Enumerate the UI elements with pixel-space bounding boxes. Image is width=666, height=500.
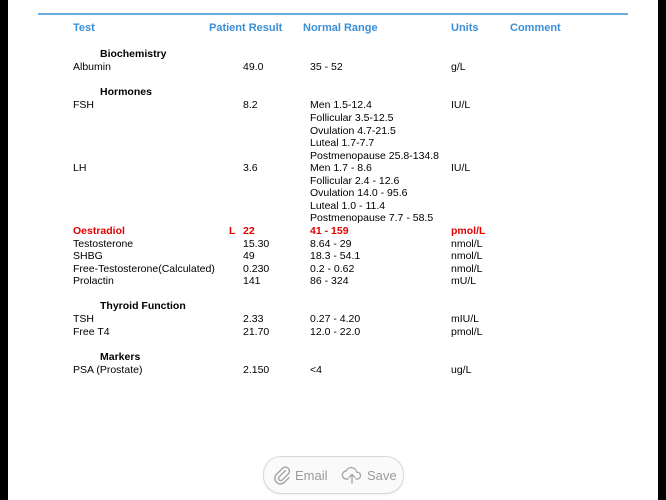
test-name-lh: LH — [73, 162, 87, 174]
range-lh-men: Men 1.7 - 8.6 — [310, 162, 372, 174]
col-header-patient-result: Patient Result — [209, 22, 283, 34]
header-rule — [38, 13, 628, 15]
test-name-tsh: TSH — [73, 313, 94, 325]
test-name-oestradiol: Oestradiol — [73, 225, 125, 237]
units-psa: ug/L — [451, 364, 472, 376]
paperclip-icon — [273, 465, 291, 485]
units-free-testosterone: nmol/L — [451, 262, 483, 275]
range-lh-postmenopause: Postmenopause 7.7 - 58.5 — [310, 212, 434, 224]
units-tsh: mIU/L — [451, 313, 480, 325]
email-button[interactable] — [273, 465, 328, 485]
range-albumin: 35 - 52 — [310, 61, 343, 73]
result-albumin: 49.0 — [243, 61, 264, 73]
result-tsh: 2.33 — [243, 313, 264, 325]
range-shbg: 18.3 - 54.1 — [310, 250, 361, 262]
result-lh: 3.6 — [243, 162, 258, 174]
range-psa: <4 — [310, 364, 322, 376]
section-title-thyroid: Thyroid Function — [100, 300, 186, 312]
test-name-prolactin: Prolactin — [73, 275, 114, 287]
units-oestradiol: pmol/L — [451, 225, 486, 237]
result-fsh: 8.2 — [243, 99, 258, 111]
test-name-albumin: Albumin — [73, 61, 111, 73]
col-header-normal-range: Normal Range — [303, 22, 378, 34]
col-header-test: Test — [73, 22, 95, 34]
range-testosterone: 8.64 - 29 — [310, 237, 352, 250]
test-name-free-testosterone: Free-Testosterone(Calculated) — [73, 262, 215, 275]
range-lh-ovulation: Ovulation 14.0 - 95.6 — [310, 187, 408, 199]
save-label: Save — [367, 467, 397, 483]
result-prolactin: 141 — [243, 275, 261, 287]
result-shbg: 49 — [243, 250, 255, 262]
range-fsh-ovulation: Ovulation 4.7-21.5 — [310, 124, 396, 137]
save-button[interactable] — [341, 465, 397, 485]
test-name-fsh: FSH — [73, 99, 94, 111]
test-name-free-t4: Free T4 — [73, 325, 110, 338]
result-free-t4: 21.70 — [243, 325, 270, 338]
units-free-t4: pmol/L — [451, 325, 483, 338]
range-prolactin: 86 - 324 — [310, 275, 349, 287]
section-title-biochemistry: Biochemistry — [100, 48, 167, 60]
range-free-t4: 12.0 - 22.0 — [310, 325, 361, 338]
units-shbg: nmol/L — [451, 250, 483, 262]
range-fsh-men: Men 1.5-12.4 — [310, 99, 372, 111]
range-fsh-luteal: Luteal 1.7-7.7 — [310, 137, 375, 149]
test-name-shbg: SHBG — [73, 250, 103, 262]
range-free-testosterone: 0.2 - 0.62 — [310, 262, 355, 275]
lab-report-page — [8, 0, 658, 500]
cloud-upload-icon — [341, 465, 363, 485]
result-oestradiol: 22 — [243, 225, 255, 237]
action-bar — [263, 456, 404, 494]
range-lh-follicular: Follicular 2.4 - 12.6 — [310, 174, 400, 187]
units-albumin: g/L — [451, 61, 466, 73]
units-prolactin: mU/L — [451, 275, 477, 287]
units-testosterone: nmol/L — [451, 237, 483, 250]
email-label: Email — [295, 467, 328, 483]
range-fsh-postmenopause: Postmenopause 25.8-134.8 — [310, 149, 440, 162]
units-lh: IU/L — [451, 162, 471, 174]
test-name-testosterone: Testosterone — [73, 237, 134, 250]
result-free-testosterone: 0.230 — [243, 262, 270, 275]
col-header-comment: Comment — [510, 22, 561, 34]
test-name-psa: PSA (Prostate) — [73, 364, 143, 376]
result-testosterone: 15.30 — [243, 237, 270, 250]
range-lh-luteal: Luteal 1.0 - 11.4 — [310, 199, 386, 212]
result-psa: 2.150 — [243, 364, 270, 376]
section-title-hormones: Hormones — [100, 86, 152, 98]
range-fsh-follicular: Follicular 3.5-12.5 — [310, 112, 394, 124]
range-tsh: 0.27 - 4.20 — [310, 313, 361, 325]
col-header-units: Units — [451, 22, 479, 34]
range-oestradiol: 41 - 159 — [310, 225, 349, 237]
units-fsh: IU/L — [451, 99, 471, 111]
flag-oestradiol-low: L — [229, 225, 236, 237]
section-title-markers: Markers — [100, 351, 141, 363]
